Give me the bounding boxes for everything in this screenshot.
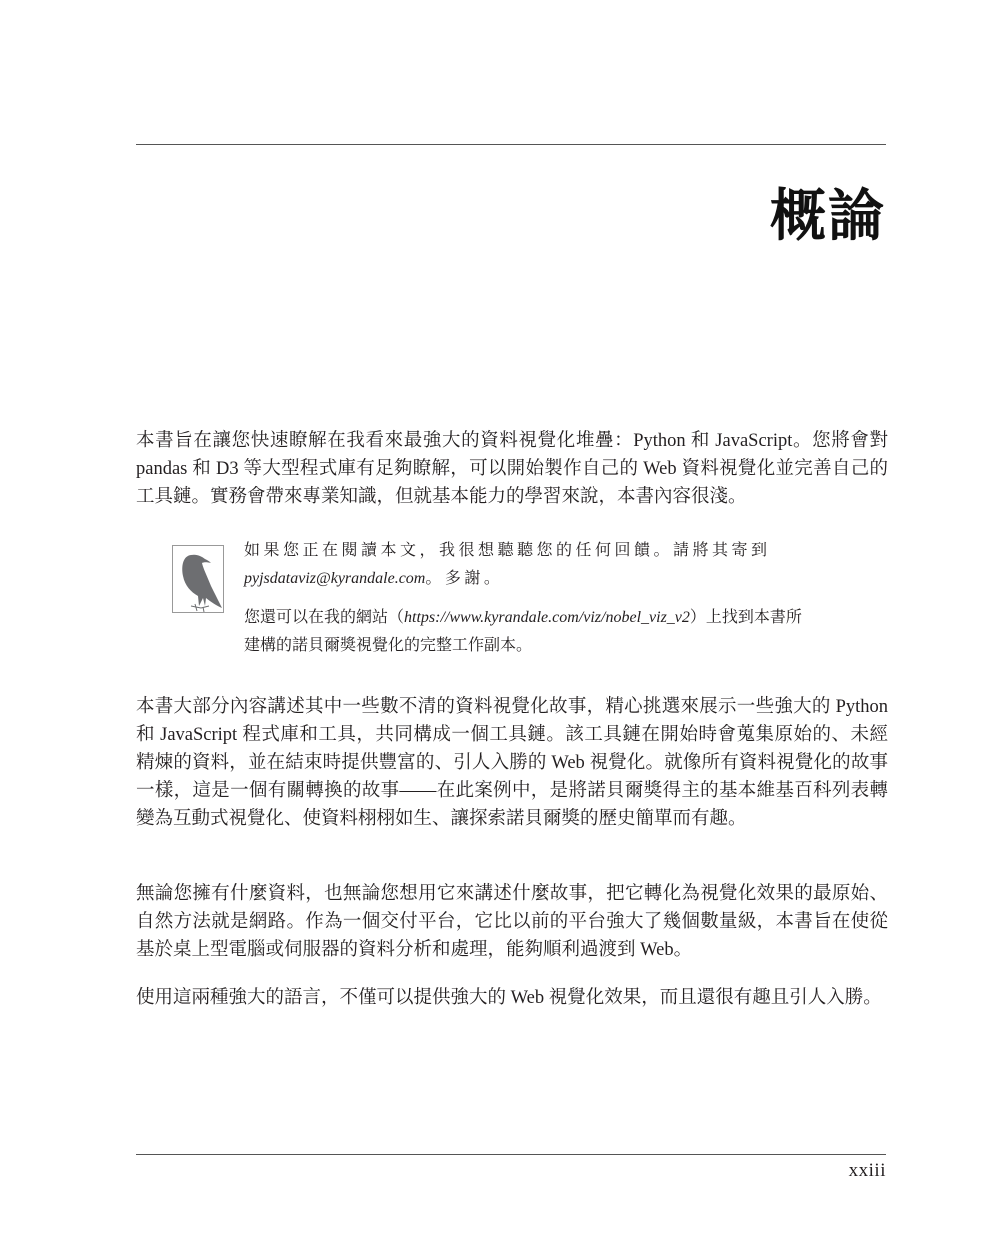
email-link[interactable]: pyjsdataviz@kyrandale.com [244, 570, 426, 587]
website-link[interactable]: https://www.kyrandale.com/viz/nobel_viz_v2 [404, 609, 690, 626]
note-feedback [244, 537, 814, 593]
note-website-end: ）上找到本書所建構的諾貝爾獎視覺化的完整工作副本。 [244, 609, 802, 654]
bottom-divider [136, 1154, 886, 1155]
note-thanks: 。多謝。 [425, 570, 504, 587]
page-number: xxiii [848, 1160, 886, 1181]
note-website [244, 604, 814, 660]
chapter-title: 概論 [770, 184, 886, 249]
paragraph-web: 無論您擁有什麼資料，也無論您想用它來講述什麼故事，把它轉化為視覺化效果的最原始、自然方法就是網路。作為一個交付平台，它比以前的平台強大了幾個數量級，本書旨在使從基於桌上型電腦或伺服器的資料分析和處理，能夠順利過渡到 Web。 [136, 884, 888, 960]
bird-icon [172, 545, 224, 613]
paragraph-languages: 使用這兩種強大的語言，不僅可以提供強大的 Web 視覺化效果，而且還很有趣且引人入勝。 [136, 988, 882, 1008]
paragraph-story: 本書大部分內容講述其中一些數不清的資料視覺化故事，精心挑選來展示一些強大的 Python 和 JavaScript 程式庫和工具，共同構成一個工具鏈。該工具鏈在開始時會蒐集原始的、未經精煉的資料，並在結束時提供豐富的、引人入勝的 Web 視覺化。就像所有資料視覺化的故事一樣，這是一個有關轉換的故事——在此案例中，是將諾貝爾獎得主的基本維基百科列表轉變為互動式視覺化、使資料栩栩如生、讓探索諾貝爾獎的歷史簡單而有趣。 [136, 697, 888, 829]
top-divider [136, 144, 886, 145]
note-feedback-text: 如果您正在閱讀本文，我很想聽聽您的任何回饋。請將其寄到 [244, 542, 771, 559]
note-website-start: 您還可以在我的網站（ [244, 609, 405, 626]
paragraph-intro: 本書旨在讓您快速瞭解在我看來最強大的資料視覺化堆疊：Python 和 JavaScript。您將會對 pandas 和 D3 等大型程式庫有足夠瞭解，可以開始製作自己的 Web 資料視覺化並完善自己的工具鏈。實務會帶來專業知識，但就基本能力的學習來說，本書內容很淺。 [136, 431, 888, 507]
